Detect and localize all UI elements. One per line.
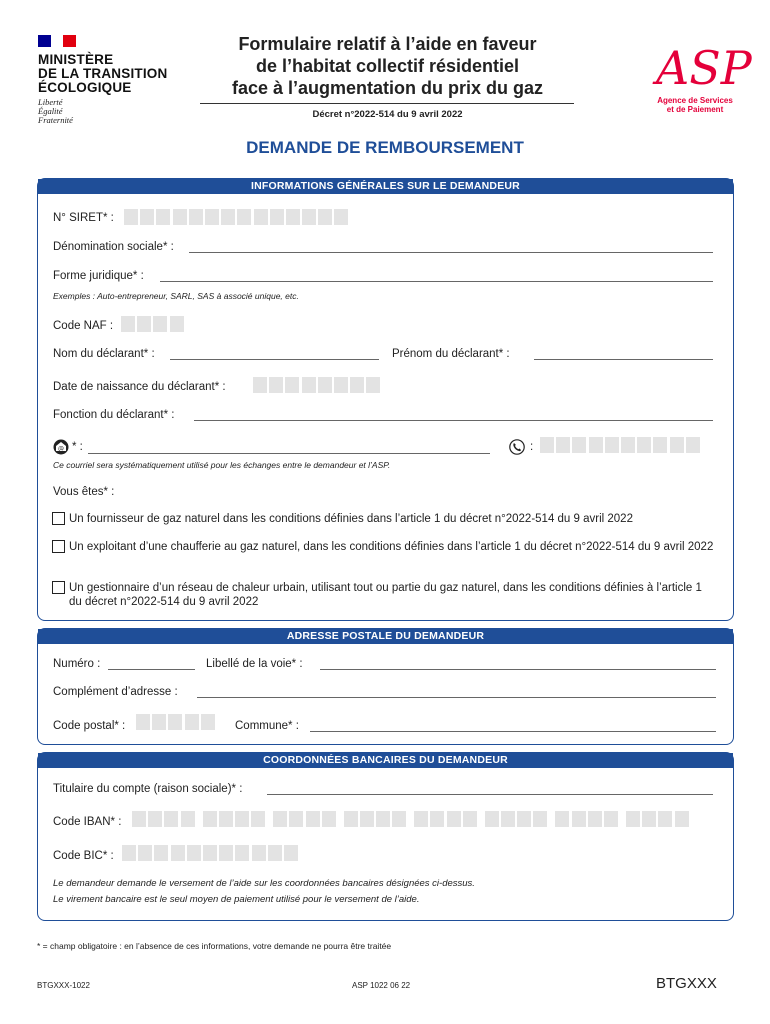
prenom-label: Prénom du déclarant* : [392,348,510,360]
asp-subtitle: Agence de Services et de Paiement [657,96,733,114]
voie-label: Libellé de la voie* : [206,658,303,670]
form-code-left: BTGXXX-1022 [37,981,90,990]
document-heading: DEMANDE DE REMBOURSEMENT [246,138,524,157]
denomination-label: Dénomination sociale* : [53,241,174,253]
complement-field[interactable] [197,697,716,698]
code-postal-label: Code postal* : [53,720,126,732]
phone-label: : [530,441,534,453]
asp-logo [652,36,752,95]
iban-input[interactable] [132,811,697,827]
forme-juridique-label: Forme juridique* : [53,270,144,282]
email-icon [53,439,69,455]
option-exploitant-label: Un exploitant d’une chaufferie au gaz naturel, dans les conditions définies dans l’article 1 du décret n°2022-514 du 9 avril 2022 [69,541,714,553]
code-postal-input[interactable] [136,714,217,730]
titulaire-label: Titulaire du compte (raison sociale)* : [53,783,243,795]
voie-field[interactable] [320,669,716,670]
naf-label: Code NAF : [53,320,114,332]
bank-note-line-2: Le virement bancaire est le seul moyen de paiement utilisé pour le versement de l’aide. [53,894,420,905]
bank-details-title: COORDONNÉES BANCAIRES DU DEMANDEUR [38,753,733,768]
form-code-right: BTGXXX [656,975,717,992]
vous-etes-label: Vous êtes* : [53,486,115,498]
option-gestionnaire-label: Un gestionnaire d’un réseau de chaleur urbain, utilisant tout ou partie du gaz naturel, dans les conditions définies à l’article 1 du décret n°2022-514 du 9 avril 2022 [69,582,702,608]
prenom-field[interactable] [534,359,713,360]
option-gestionnaire-checkbox[interactable] [52,581,65,594]
option-fournisseur-checkbox[interactable] [52,512,65,525]
title-divider [200,103,574,104]
commune-field[interactable] [310,731,716,732]
fonction-field[interactable] [194,420,713,421]
naissance-input[interactable] [253,377,383,393]
form-title: Formulaire relatif à l’aide en faveur de l’habitat collectif résidentiel face à l’augmentation du prix du gaz [231,34,544,98]
fonction-label: Fonction du déclarant* : [53,409,175,421]
asp-logo-text: ASP [656,41,752,95]
decree-reference: Décret n°2022-514 du 9 avril 2022 [312,109,463,120]
bic-label: Code BIC* : [53,850,114,862]
option-fournisseur-label: Un fournisseur de gaz naturel dans les conditions définies dans l’article 1 du décret n°2022-514 du 9 avril 2022 [69,513,633,525]
phone-icon [509,439,525,455]
nom-field[interactable] [170,359,379,360]
option-exploitant-checkbox[interactable] [52,540,65,553]
siret-input[interactable] [124,209,351,225]
iban-label: Code IBAN* : [53,816,122,828]
form-code-mid: ASP 1022 06 22 [352,981,411,990]
naissance-label: Date de naissance du déclarant* : [53,381,226,393]
forme-juridique-field[interactable] [160,281,713,282]
marianne-flag-icon [38,35,76,47]
numero-field[interactable] [108,669,195,670]
email-note: Ce courriel sera systématiquement utilisé pour les échanges entre le demandeur et l’ASP. [53,460,391,470]
phone-input[interactable] [540,437,702,453]
bic-input[interactable] [122,845,300,861]
forme-juridique-example: Exemples : Auto-entrepreneur, SARL, SAS à associé unique, etc. [53,291,299,301]
complement-label: Complément d’adresse : [53,686,178,698]
svg-text:@: @ [58,445,64,453]
siret-label: N° SIRET* : [53,212,114,224]
email-label: * : [72,441,83,453]
mandatory-field-note: * = champ obligatoire : en l’absence de ces informations, votre demande ne pourra être traitée [37,941,392,951]
numero-label: Numéro : [53,658,101,670]
naf-input[interactable] [121,316,186,332]
email-field[interactable] [88,453,490,454]
nom-label: Nom du déclarant* : [53,348,155,360]
commune-label: Commune* : [235,720,299,732]
ministry-name: MINISTÈRE DE LA TRANSITION ÉCOLOGIQUE [38,52,168,95]
republic-motto: Liberté Égalité Fraternité [38,97,73,125]
bank-note-line-1: Le demandeur demande le versement de l’aide sur les coordonnées bancaires désignées ci-dessus. [53,878,475,889]
denomination-field[interactable] [189,252,713,253]
postal-address-title: ADRESSE POSTALE DU DEMANDEUR [38,629,733,644]
titulaire-field[interactable] [267,794,713,795]
general-info-title: INFORMATIONS GÉNÉRALES SUR LE DEMANDEUR [38,179,733,194]
